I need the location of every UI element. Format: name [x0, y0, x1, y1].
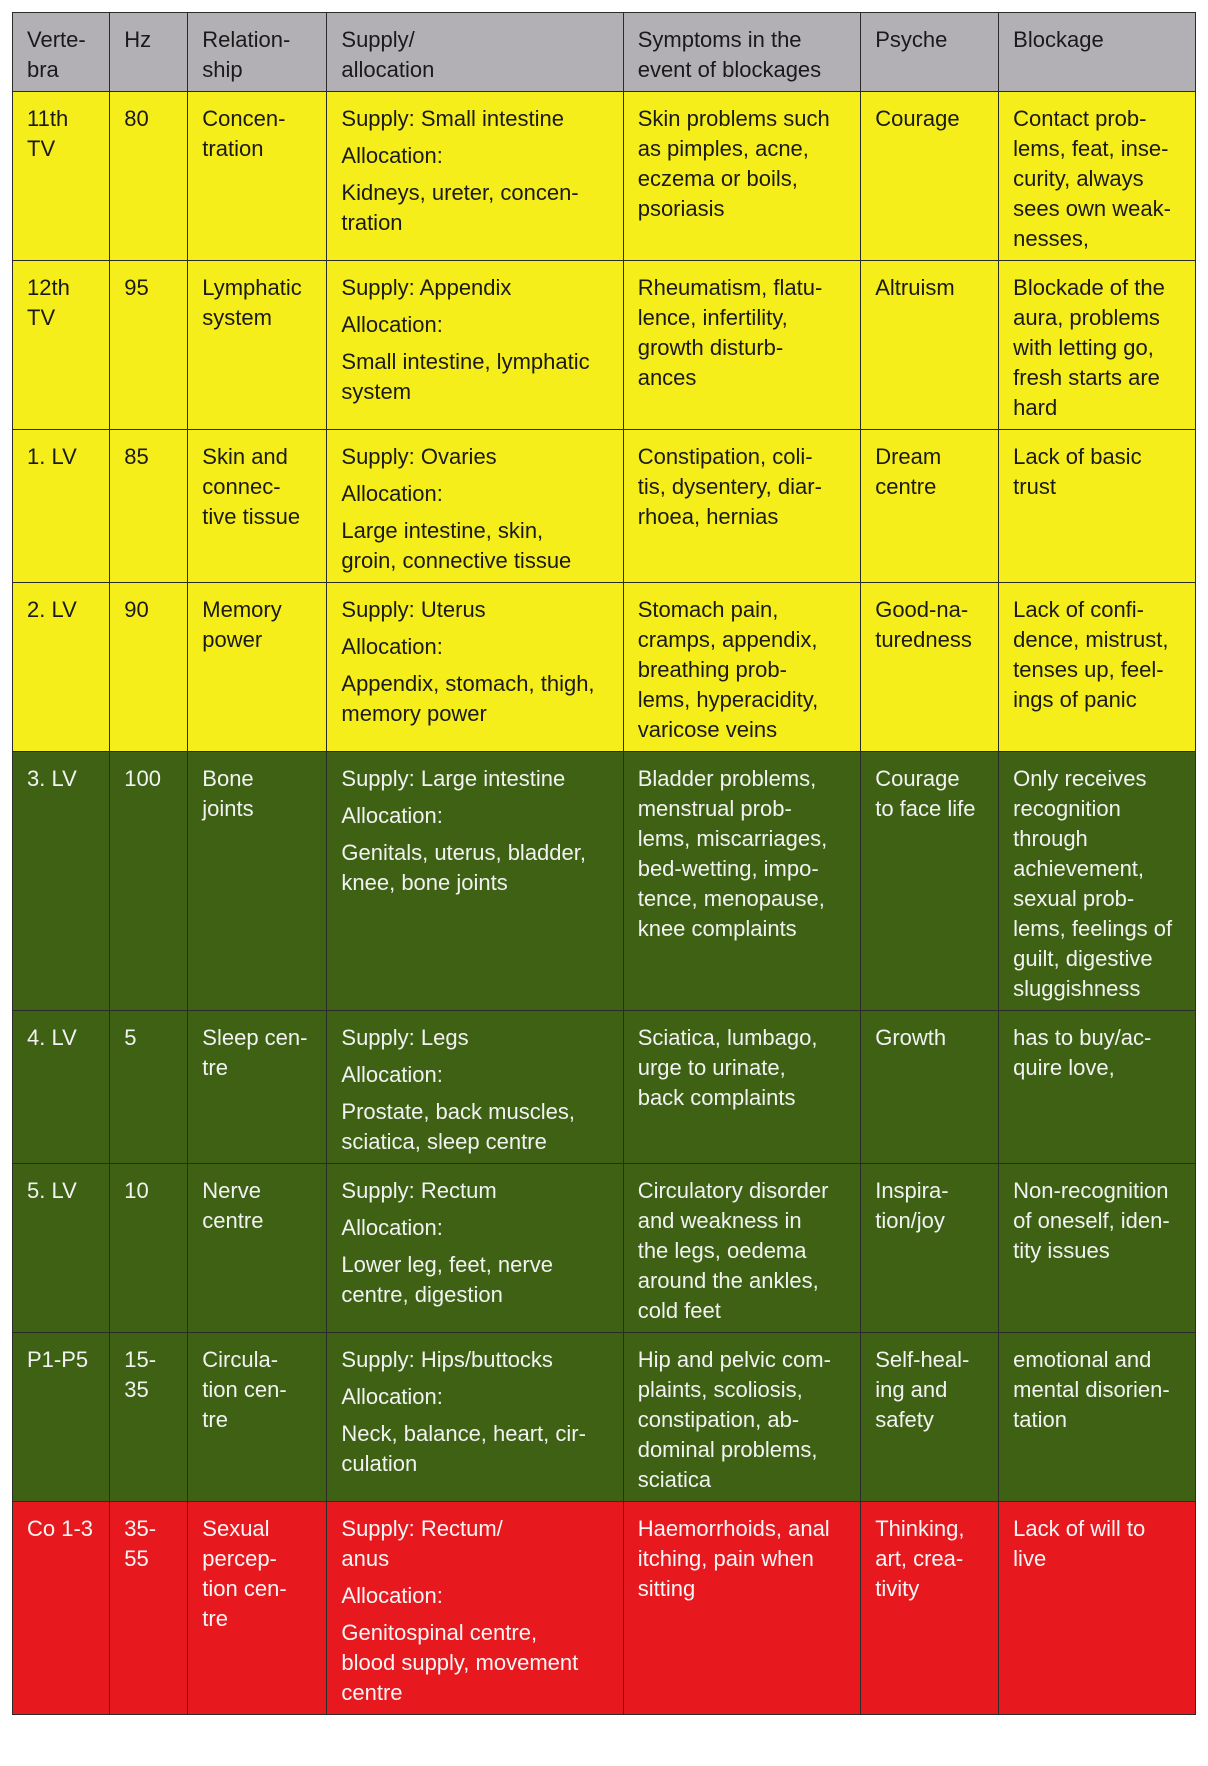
- header-symptoms: Symptoms in the event of blockages: [623, 13, 861, 92]
- supply-text: Supply: Legs: [341, 1025, 469, 1050]
- header-blockage: Blockage: [999, 13, 1196, 92]
- psyche-cell: Good-na- turedness: [861, 583, 999, 752]
- psyche-cell: Growth: [861, 1011, 999, 1164]
- supply-cell: [327, 261, 623, 430]
- blockage-cell: has to buy/ac- quire love,: [999, 1011, 1196, 1164]
- allocation-label: Allocation:: [341, 143, 443, 168]
- table-row: [13, 92, 1196, 261]
- vertebra-cell: 3. LV: [13, 752, 110, 1011]
- supply-text: Supply: Rectum: [341, 1178, 497, 1203]
- vertebra-cell: 11th TV: [13, 92, 110, 261]
- blockage-cell: Non-recognition of oneself, iden- tity issues: [999, 1164, 1196, 1333]
- allocation-text: Prostate, back muscles, sciatica, sleep centre: [341, 1099, 575, 1154]
- relationship-cell: Concen- tration: [188, 92, 327, 261]
- allocation-text: Genitals, uterus, bladder, knee, bone joints: [341, 840, 586, 895]
- supply-cell: [327, 583, 623, 752]
- supply-text: Supply: Uterus: [341, 597, 486, 622]
- allocation-text: Neck, balance, heart, cir- culation: [341, 1421, 586, 1476]
- supply-cell: [327, 430, 623, 583]
- header-relationship: Relation- ship: [188, 13, 327, 92]
- blockage-cell: Lack of will to live: [999, 1502, 1196, 1715]
- relationship-cell: Skin and connec- tive tissue: [188, 430, 327, 583]
- header-hz: Hz: [110, 13, 188, 92]
- relationship-cell: Lymphatic system: [188, 261, 327, 430]
- allocation-label: Allocation:: [341, 312, 443, 337]
- hz-cell: 5: [110, 1011, 188, 1164]
- symptoms-cell: Haemorrhoids, anal itching, pain when sitting: [623, 1502, 861, 1715]
- allocation-text: Kidneys, ureter, concen- tration: [341, 180, 579, 235]
- psyche-cell: Inspira- tion/joy: [861, 1164, 999, 1333]
- allocation-label: Allocation:: [341, 481, 443, 506]
- hz-cell: 10: [110, 1164, 188, 1333]
- psyche-cell: Dream centre: [861, 430, 999, 583]
- table-row: [13, 261, 1196, 430]
- header-supply: Supply/ allocation: [327, 13, 623, 92]
- vertebra-table: [12, 12, 1196, 1715]
- hz-cell: 15- 35: [110, 1333, 188, 1502]
- header-psyche: Psyche: [861, 13, 999, 92]
- supply-text: Supply: Rectum/ anus: [341, 1516, 503, 1571]
- supply-text: Supply: Appendix: [341, 275, 512, 300]
- blockage-cell: Lack of basic trust: [999, 430, 1196, 583]
- supply-text: Supply: Ovaries: [341, 444, 497, 469]
- hz-cell: 100: [110, 752, 188, 1011]
- hz-cell: 80: [110, 92, 188, 261]
- table-row: [13, 1011, 1196, 1164]
- supply-text: Supply: Small intestine: [341, 106, 564, 131]
- allocation-text: Appendix, stomach, thigh, memory power: [341, 671, 595, 726]
- header-vertebra: Verte- bra: [13, 13, 110, 92]
- vertebra-cell: 2. LV: [13, 583, 110, 752]
- table-row: [13, 1164, 1196, 1333]
- symptoms-cell: Hip and pelvic com- plaints, scoliosis, constipation, ab- dominal problems, sciatica: [623, 1333, 861, 1502]
- allocation-label: Allocation:: [341, 634, 443, 659]
- table-row: [13, 1333, 1196, 1502]
- symptoms-cell: Sciatica, lumbago, urge to urinate, back complaints: [623, 1011, 861, 1164]
- symptoms-cell: Rheumatism, flatu- lence, infertility, growth disturb- ances: [623, 261, 861, 430]
- psyche-cell: Courage: [861, 92, 999, 261]
- header-row: [13, 13, 1196, 92]
- supply-text: Supply: Hips/buttocks: [341, 1347, 553, 1372]
- supply-cell: [327, 752, 623, 1011]
- symptoms-cell: Skin problems such as pimples, acne, eczema or boils, psoriasis: [623, 92, 861, 261]
- table-row: [13, 583, 1196, 752]
- allocation-label: Allocation:: [341, 1062, 443, 1087]
- symptoms-cell: Stomach pain, cramps, appendix, breathing prob- lems, hyperacidity, varicose veins: [623, 583, 861, 752]
- blockage-cell: emotional and mental disorien- tation: [999, 1333, 1196, 1502]
- allocation-label: Allocation:: [341, 1215, 443, 1240]
- blockage-cell: Lack of confi- dence, mistrust, tenses up, feel- ings of panic: [999, 583, 1196, 752]
- hz-cell: 85: [110, 430, 188, 583]
- allocation-label: Allocation:: [341, 803, 443, 828]
- relationship-cell: Memory power: [188, 583, 327, 752]
- relationship-cell: Nerve centre: [188, 1164, 327, 1333]
- supply-cell: [327, 92, 623, 261]
- allocation-text: Large intestine, skin, groin, connective tissue: [341, 518, 572, 573]
- blockage-cell: Only receives recognition through achievement, sexual prob- lems, feelings of guilt, digestive sluggishness: [999, 752, 1196, 1011]
- relationship-cell: Bone joints: [188, 752, 327, 1011]
- hz-cell: 95: [110, 261, 188, 430]
- hz-cell: 35- 55: [110, 1502, 188, 1715]
- psyche-cell: Altruism: [861, 261, 999, 430]
- supply-cell: [327, 1502, 623, 1715]
- relationship-cell: Circula- tion cen- tre: [188, 1333, 327, 1502]
- allocation-text: Small intestine, lymphatic system: [341, 349, 590, 404]
- table-row: [13, 752, 1196, 1011]
- supply-cell: [327, 1164, 623, 1333]
- table-row: [13, 1502, 1196, 1715]
- relationship-cell: Sexual percep- tion cen- tre: [188, 1502, 327, 1715]
- supply-cell: [327, 1333, 623, 1502]
- symptoms-cell: Bladder problems, menstrual prob- lems, miscarriages, bed-wetting, impo- tence, menopause, knee complaints: [623, 752, 861, 1011]
- psyche-cell: Self-heal- ing and safety: [861, 1333, 999, 1502]
- vertebra-cell: 4. LV: [13, 1011, 110, 1164]
- supply-text: Supply: Large intestine: [341, 766, 566, 791]
- table-row: [13, 430, 1196, 583]
- psyche-cell: Thinking, art, crea- tivity: [861, 1502, 999, 1715]
- allocation-text: Lower leg, feet, nerve centre, digestion: [341, 1252, 553, 1307]
- relationship-cell: Sleep cen- tre: [188, 1011, 327, 1164]
- vertebra-cell: P1-P5: [13, 1333, 110, 1502]
- vertebra-cell: Co 1-3: [13, 1502, 110, 1715]
- symptoms-cell: Constipation, coli- tis, dysentery, diar- rhoea, hernias: [623, 430, 861, 583]
- symptoms-cell: Circulatory disorder and weakness in the legs, oedema around the ankles, cold feet: [623, 1164, 861, 1333]
- allocation-label: Allocation:: [341, 1384, 443, 1409]
- allocation-text: Genitospinal centre, blood supply, movement centre: [341, 1620, 579, 1705]
- vertebra-cell: 5. LV: [13, 1164, 110, 1333]
- psyche-cell: Courage to face life: [861, 752, 999, 1011]
- vertebra-cell: 1. LV: [13, 430, 110, 583]
- allocation-label: Allocation:: [341, 1583, 443, 1608]
- vertebra-cell: 12th TV: [13, 261, 110, 430]
- hz-cell: 90: [110, 583, 188, 752]
- blockage-cell: Blockade of the aura, problems with letting go, fresh starts are hard: [999, 261, 1196, 430]
- supply-cell: [327, 1011, 623, 1164]
- blockage-cell: Contact prob- lems, feat, inse- curity, always sees own weak- nesses,: [999, 92, 1196, 261]
